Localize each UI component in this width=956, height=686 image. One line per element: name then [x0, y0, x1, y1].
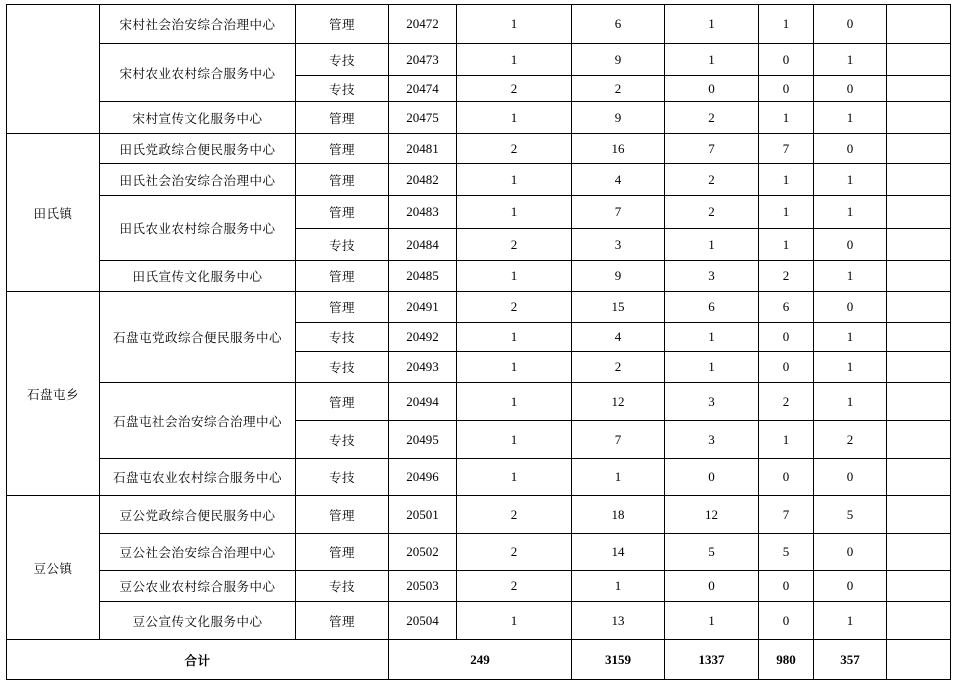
count-passed-cell: 2	[665, 102, 759, 134]
count-plan-cell: 2	[457, 134, 572, 164]
remarks-cell	[887, 421, 951, 459]
count-diff-cell: 1	[814, 44, 887, 76]
count-paid-cell: 5	[759, 534, 814, 571]
table-row	[7, 459, 951, 496]
count-diff-cell: 0	[814, 134, 887, 164]
count-paid-cell: 6	[759, 292, 814, 323]
total-row	[7, 640, 951, 680]
count-plan-cell: 1	[457, 5, 572, 44]
remarks-cell	[887, 164, 951, 196]
position-type-cell: 专技	[296, 229, 389, 261]
position-type-cell: 管理	[296, 496, 389, 534]
count-diff-cell: 0	[814, 5, 887, 44]
count-applied-cell: 1	[572, 459, 665, 496]
count-diff-cell: 1	[814, 196, 887, 229]
count-passed-cell: 2	[665, 196, 759, 229]
count-passed-cell: 1	[665, 323, 759, 352]
position-code-cell: 20481	[389, 134, 457, 164]
count-paid-cell: 2	[759, 383, 814, 421]
count-passed-cell: 12	[665, 496, 759, 534]
count-diff-cell: 0	[814, 292, 887, 323]
unit-name-cell: 石盘屯党政综合便民服务中心	[100, 292, 296, 383]
position-type-cell: 专技	[296, 352, 389, 383]
count-paid-cell: 1	[759, 164, 814, 196]
count-paid-cell: 7	[759, 134, 814, 164]
count-paid-cell: 0	[759, 76, 814, 102]
count-paid-cell: 1	[759, 421, 814, 459]
count-passed-cell: 0	[665, 459, 759, 496]
count-diff-cell: 0	[814, 571, 887, 602]
position-code-cell: 20482	[389, 164, 457, 196]
count-diff-cell: 1	[814, 261, 887, 292]
count-passed-cell: 0	[665, 571, 759, 602]
town-cell: 田氏镇	[7, 134, 100, 292]
remarks-cell	[887, 571, 951, 602]
total-diff: 357	[814, 640, 887, 680]
total-remarks	[887, 640, 951, 680]
remarks-cell	[887, 134, 951, 164]
remarks-cell	[887, 323, 951, 352]
town-cell: 豆公镇	[7, 496, 100, 640]
remarks-cell	[887, 5, 951, 44]
count-plan-cell: 2	[457, 534, 572, 571]
count-applied-cell: 4	[572, 164, 665, 196]
town-cell	[7, 5, 100, 134]
count-plan-cell: 1	[457, 196, 572, 229]
count-passed-cell: 1	[665, 602, 759, 640]
count-applied-cell: 4	[572, 323, 665, 352]
town-cell: 石盘屯乡	[7, 292, 100, 496]
table-row	[7, 164, 951, 196]
unit-name-cell: 田氏农业农村综合服务中心	[100, 196, 296, 261]
count-passed-cell: 2	[665, 164, 759, 196]
count-plan-cell: 1	[457, 602, 572, 640]
count-applied-cell: 9	[572, 102, 665, 134]
table-row	[7, 5, 951, 44]
remarks-cell	[887, 292, 951, 323]
count-diff-cell: 1	[814, 602, 887, 640]
table-row	[7, 496, 951, 534]
unit-name-cell: 宋村社会治安综合治理中心	[100, 5, 296, 44]
position-code-cell: 20484	[389, 229, 457, 261]
count-plan-cell: 1	[457, 102, 572, 134]
count-diff-cell: 2	[814, 421, 887, 459]
count-plan-cell: 1	[457, 383, 572, 421]
count-diff-cell: 0	[814, 229, 887, 261]
count-applied-cell: 9	[572, 44, 665, 76]
count-passed-cell: 0	[665, 76, 759, 102]
count-paid-cell: 0	[759, 323, 814, 352]
count-paid-cell: 2	[759, 261, 814, 292]
remarks-cell	[887, 229, 951, 261]
count-applied-cell: 16	[572, 134, 665, 164]
count-applied-cell: 3	[572, 229, 665, 261]
count-passed-cell: 3	[665, 421, 759, 459]
count-applied-cell: 15	[572, 292, 665, 323]
table-row	[7, 292, 951, 323]
remarks-cell	[887, 383, 951, 421]
position-type-cell: 管理	[296, 5, 389, 44]
remarks-cell	[887, 602, 951, 640]
count-paid-cell: 0	[759, 459, 814, 496]
count-plan-cell: 1	[457, 261, 572, 292]
remarks-cell	[887, 496, 951, 534]
count-diff-cell: 0	[814, 534, 887, 571]
count-applied-cell: 18	[572, 496, 665, 534]
position-type-cell: 管理	[296, 134, 389, 164]
position-code-cell: 20503	[389, 571, 457, 602]
count-plan-cell: 1	[457, 323, 572, 352]
position-type-cell: 管理	[296, 261, 389, 292]
recruitment-stats-table	[6, 4, 951, 680]
remarks-cell	[887, 534, 951, 571]
position-code-cell: 20492	[389, 323, 457, 352]
position-code-cell: 20494	[389, 383, 457, 421]
position-code-cell: 20502	[389, 534, 457, 571]
remarks-cell	[887, 261, 951, 292]
position-code-cell: 20493	[389, 352, 457, 383]
unit-name-cell: 豆公社会治安综合治理中心	[100, 534, 296, 571]
count-diff-cell: 0	[814, 76, 887, 102]
count-applied-cell: 2	[572, 352, 665, 383]
count-paid-cell: 0	[759, 352, 814, 383]
position-type-cell: 管理	[296, 602, 389, 640]
unit-name-cell: 田氏宣传文化服务中心	[100, 261, 296, 292]
count-passed-cell: 1	[665, 5, 759, 44]
count-applied-cell: 7	[572, 421, 665, 459]
unit-name-cell: 豆公党政综合便民服务中心	[100, 496, 296, 534]
count-paid-cell: 7	[759, 496, 814, 534]
count-plan-cell: 2	[457, 571, 572, 602]
table-row	[7, 602, 951, 640]
count-passed-cell: 5	[665, 534, 759, 571]
count-diff-cell: 1	[814, 323, 887, 352]
position-type-cell: 管理	[296, 164, 389, 196]
count-diff-cell: 5	[814, 496, 887, 534]
position-type-cell: 管理	[296, 534, 389, 571]
count-plan-cell: 2	[457, 229, 572, 261]
count-applied-cell: 13	[572, 602, 665, 640]
count-diff-cell: 0	[814, 459, 887, 496]
count-passed-cell: 1	[665, 352, 759, 383]
remarks-cell	[887, 352, 951, 383]
position-code-cell: 20473	[389, 44, 457, 76]
table-row	[7, 261, 951, 292]
count-paid-cell: 0	[759, 571, 814, 602]
count-applied-cell: 1	[572, 571, 665, 602]
total-paid: 980	[759, 640, 814, 680]
unit-name-cell: 宋村宣传文化服务中心	[100, 102, 296, 134]
remarks-cell	[887, 196, 951, 229]
count-diff-cell: 1	[814, 352, 887, 383]
unit-name-cell: 田氏党政综合便民服务中心	[100, 134, 296, 164]
count-passed-cell: 7	[665, 134, 759, 164]
count-applied-cell: 14	[572, 534, 665, 571]
count-paid-cell: 1	[759, 229, 814, 261]
table-row	[7, 196, 951, 229]
position-code-cell: 20475	[389, 102, 457, 134]
count-applied-cell: 9	[572, 261, 665, 292]
count-paid-cell: 0	[759, 44, 814, 76]
count-applied-cell: 7	[572, 196, 665, 229]
position-type-cell: 管理	[296, 102, 389, 134]
position-type-cell: 管理	[296, 383, 389, 421]
table-row	[7, 44, 951, 76]
unit-name-cell: 石盘屯社会治安综合治理中心	[100, 383, 296, 459]
remarks-cell	[887, 459, 951, 496]
total-applied: 3159	[572, 640, 665, 680]
position-type-cell: 专技	[296, 571, 389, 602]
position-type-cell: 管理	[296, 292, 389, 323]
position-code-cell: 20495	[389, 421, 457, 459]
count-paid-cell: 0	[759, 602, 814, 640]
count-plan-cell: 1	[457, 459, 572, 496]
count-paid-cell: 1	[759, 196, 814, 229]
table-row	[7, 534, 951, 571]
count-passed-cell: 3	[665, 261, 759, 292]
position-code-cell: 20472	[389, 5, 457, 44]
unit-name-cell: 田氏社会治安综合治理中心	[100, 164, 296, 196]
count-plan-cell: 1	[457, 421, 572, 459]
table-row	[7, 102, 951, 134]
position-type-cell: 专技	[296, 421, 389, 459]
count-paid-cell: 1	[759, 102, 814, 134]
remarks-cell	[887, 102, 951, 134]
count-plan-cell: 1	[457, 44, 572, 76]
count-passed-cell: 6	[665, 292, 759, 323]
count-plan-cell: 1	[457, 164, 572, 196]
count-applied-cell: 12	[572, 383, 665, 421]
count-diff-cell: 1	[814, 164, 887, 196]
position-type-cell: 专技	[296, 323, 389, 352]
total-label: 合计	[7, 640, 389, 680]
table-row	[7, 134, 951, 164]
count-plan-cell: 1	[457, 352, 572, 383]
position-code-cell: 20496	[389, 459, 457, 496]
unit-name-cell: 豆公宣传文化服务中心	[100, 602, 296, 640]
position-code-cell: 20485	[389, 261, 457, 292]
count-passed-cell: 1	[665, 229, 759, 261]
count-plan-cell: 2	[457, 76, 572, 102]
count-applied-cell: 2	[572, 76, 665, 102]
unit-name-cell: 宋村农业农村综合服务中心	[100, 44, 296, 102]
table-row	[7, 383, 951, 421]
count-diff-cell: 1	[814, 102, 887, 134]
position-type-cell: 管理	[296, 196, 389, 229]
remarks-cell	[887, 44, 951, 76]
position-type-cell: 专技	[296, 44, 389, 76]
count-plan-cell: 2	[457, 496, 572, 534]
count-diff-cell: 1	[814, 383, 887, 421]
position-type-cell: 专技	[296, 459, 389, 496]
unit-name-cell: 豆公农业农村综合服务中心	[100, 571, 296, 602]
position-code-cell: 20504	[389, 602, 457, 640]
count-passed-cell: 1	[665, 44, 759, 76]
total-passed: 1337	[665, 640, 759, 680]
remarks-cell	[887, 76, 951, 102]
position-code-cell: 20483	[389, 196, 457, 229]
position-code-cell: 20491	[389, 292, 457, 323]
count-passed-cell: 3	[665, 383, 759, 421]
table-row	[7, 571, 951, 602]
position-code-cell: 20501	[389, 496, 457, 534]
count-plan-cell: 2	[457, 292, 572, 323]
unit-name-cell: 石盘屯农业农村综合服务中心	[100, 459, 296, 496]
count-paid-cell: 1	[759, 5, 814, 44]
position-type-cell: 专技	[296, 76, 389, 102]
total-plan: 249	[389, 640, 572, 680]
count-applied-cell: 6	[572, 5, 665, 44]
position-code-cell: 20474	[389, 76, 457, 102]
